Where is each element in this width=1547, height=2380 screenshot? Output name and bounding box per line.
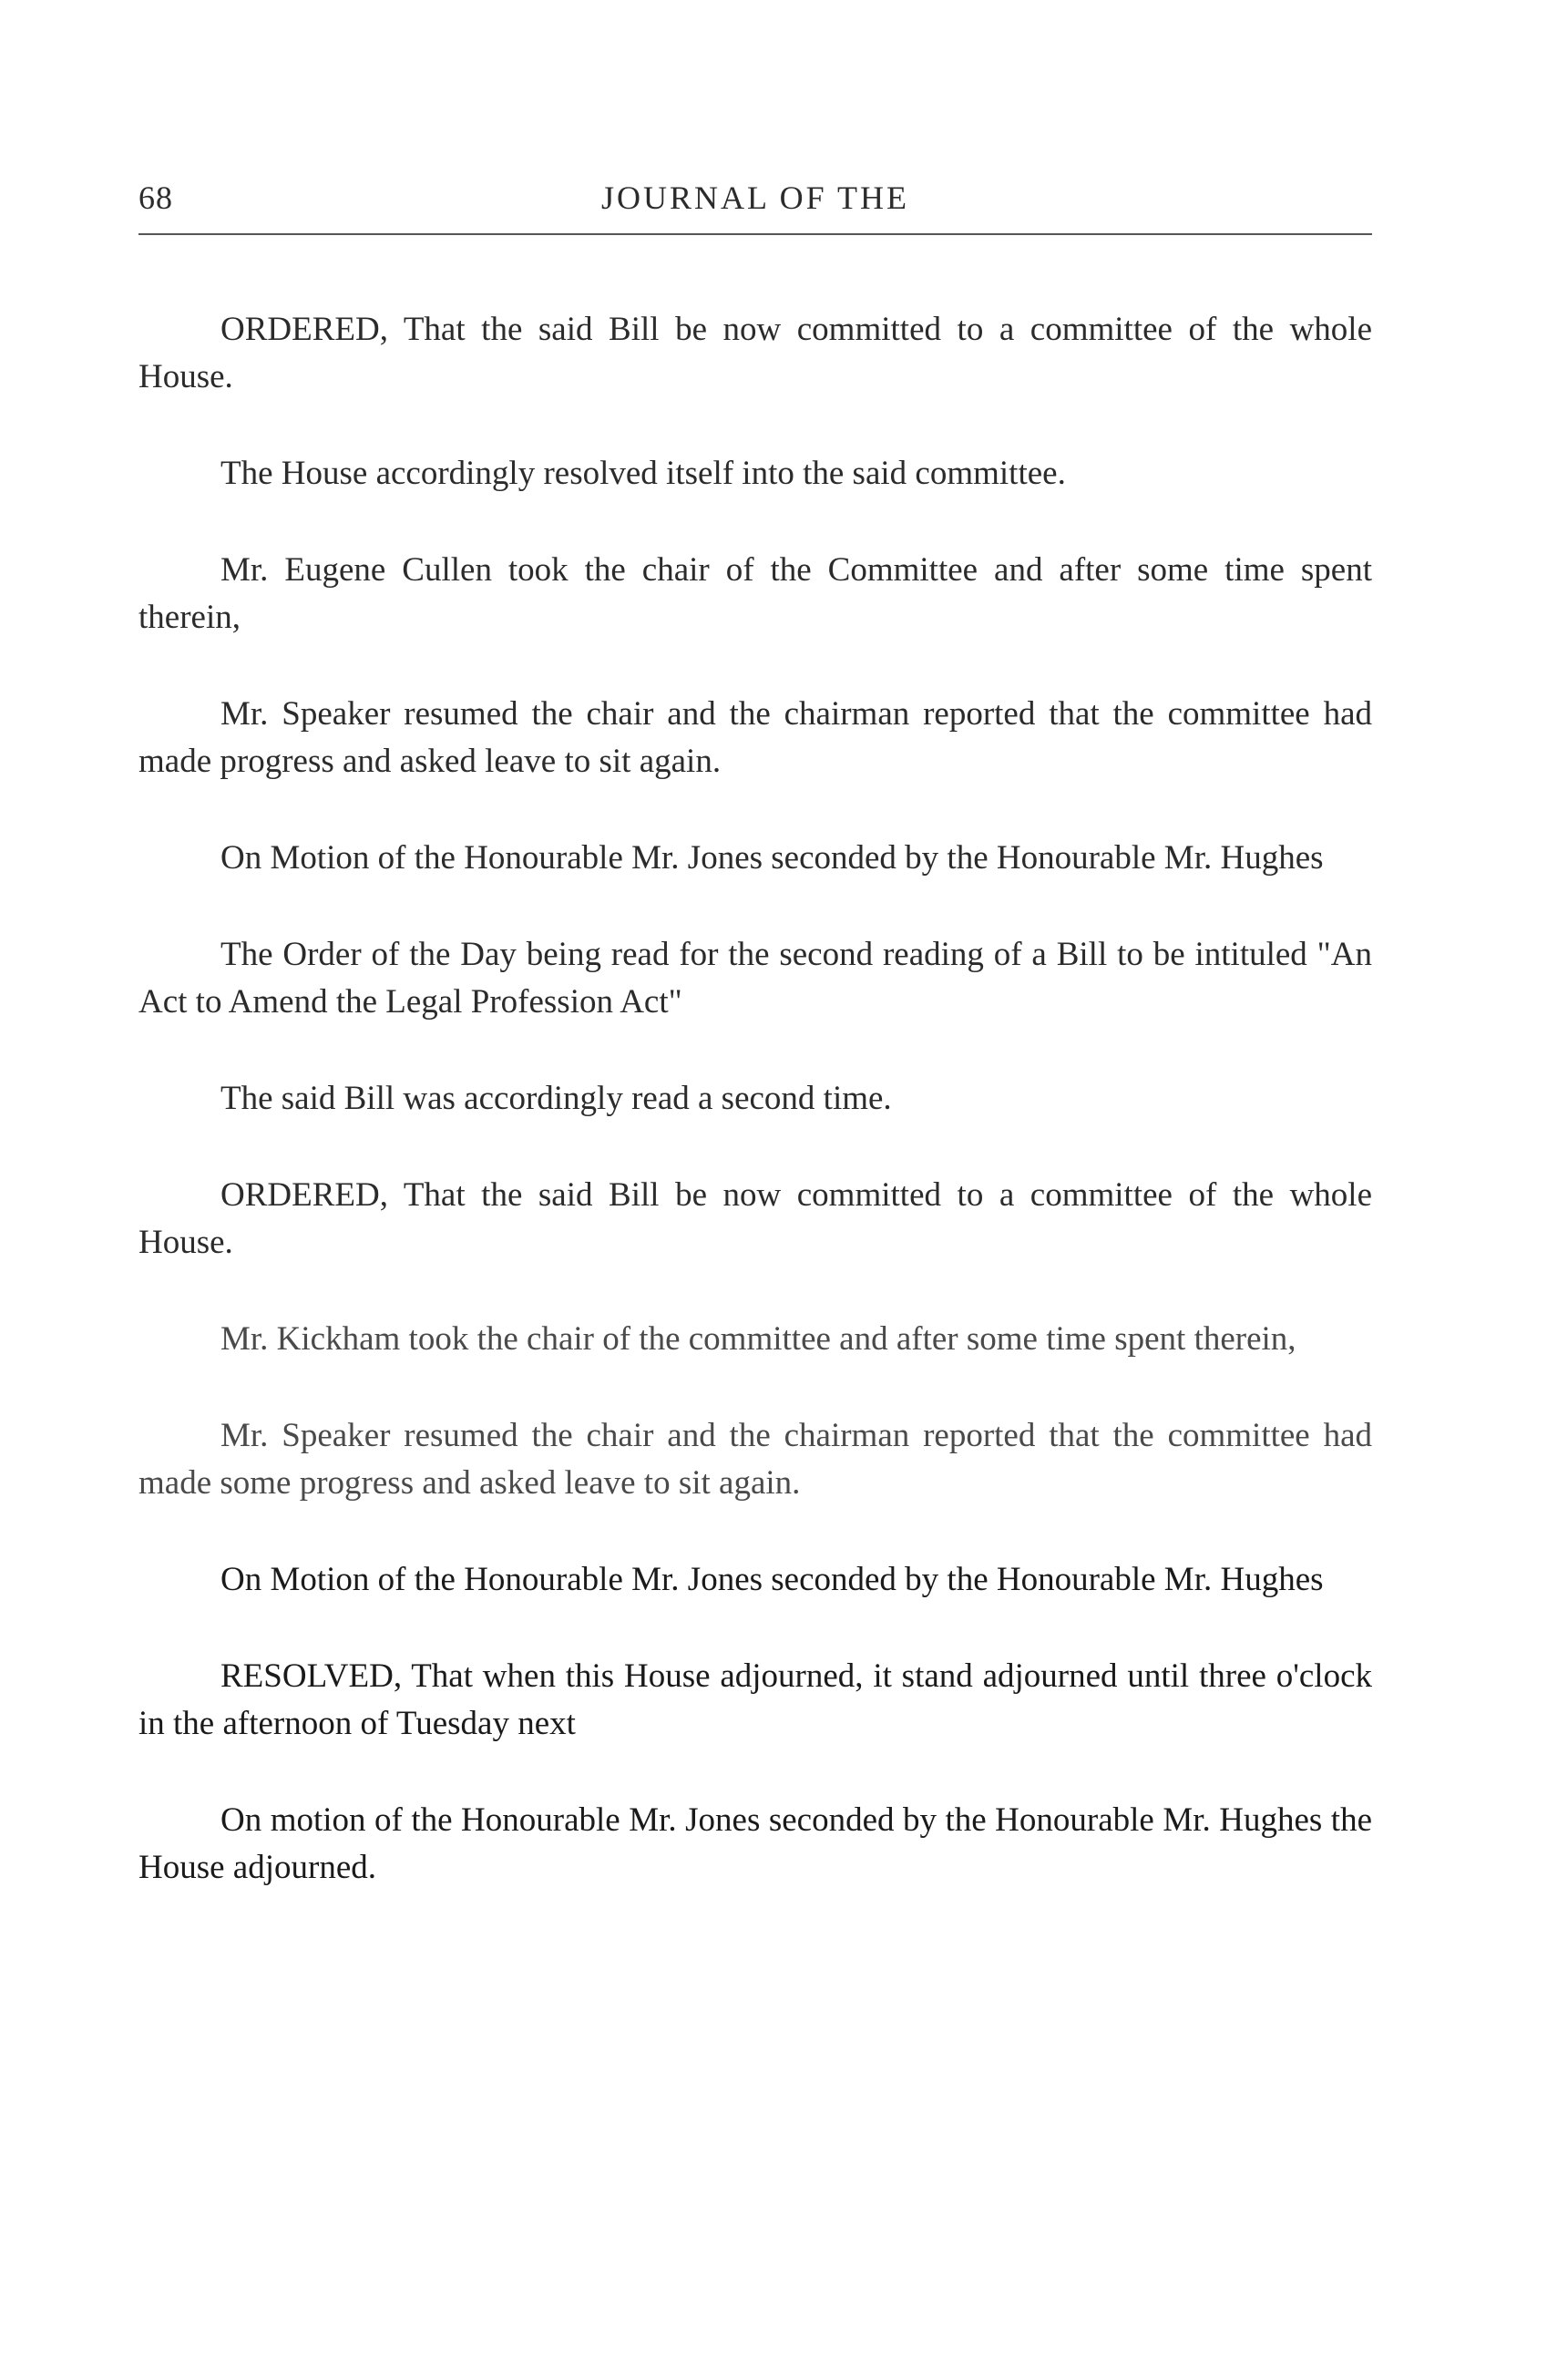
paragraph-resolved: RESOLVED, That when this House adjourned, it stand adjourned until three o'clock in the afternoon of Tuesday next [138,1657,1372,1742]
paragraph-speaker-resumed-2: Mr. Speaker resumed the chair and the chairman reported that the committee had made some progress and asked leave to sit again. [138,1417,1372,1502]
paragraph-speaker-resumed-1: Mr. Speaker resumed the chair and the chairman reported that the committee had made progress and asked leave to sit again. [138,695,1372,780]
paragraph-cullen-chair: Mr. Eugene Cullen took the chair of the Committee and after some time spent therein, [138,551,1372,636]
paragraph-kickham-chair: Mr. Kickham took the chair of the committee and after some time spent therein, [220,1320,1296,1358]
page-header [138,179,1372,224]
running-head: JOURNAL OF THE [600,180,909,216]
paragraph-second-reading: The said Bill was accordingly read a second time. [220,1080,892,1117]
paragraph-ordered-committed-1: ORDERED, That the said Bill be now committed to a committee of the whole House. [138,311,1372,395]
page-number: 68 [138,180,173,216]
paragraph-house-resolved: The House accordingly resolved itself into the said committee. [220,455,1066,492]
header-rule [138,233,1372,235]
journal-body [138,306,1372,1941]
paragraph-ordered-committed-2: ORDERED, That the said Bill be now committed to a committee of the whole House. [138,1176,1372,1261]
paragraph-order-of-day: The Order of the Day being read for the second reading of a Bill to be intituled "An Act to Amend the Legal Profession Act" [138,936,1372,1021]
paragraph-motion-2: On Motion of the Honourable Mr. Jones seconded by the Honourable Mr. Hughes [220,1561,1324,1598]
paragraph-adjourned: On motion of the Honourable Mr. Jones seconded by the Honourable Mr. Hughes the House adjourned. [138,1801,1372,1886]
paragraph-motion-1: On Motion of the Honourable Mr. Jones seconded by the Honourable Mr. Hughes [220,839,1324,877]
